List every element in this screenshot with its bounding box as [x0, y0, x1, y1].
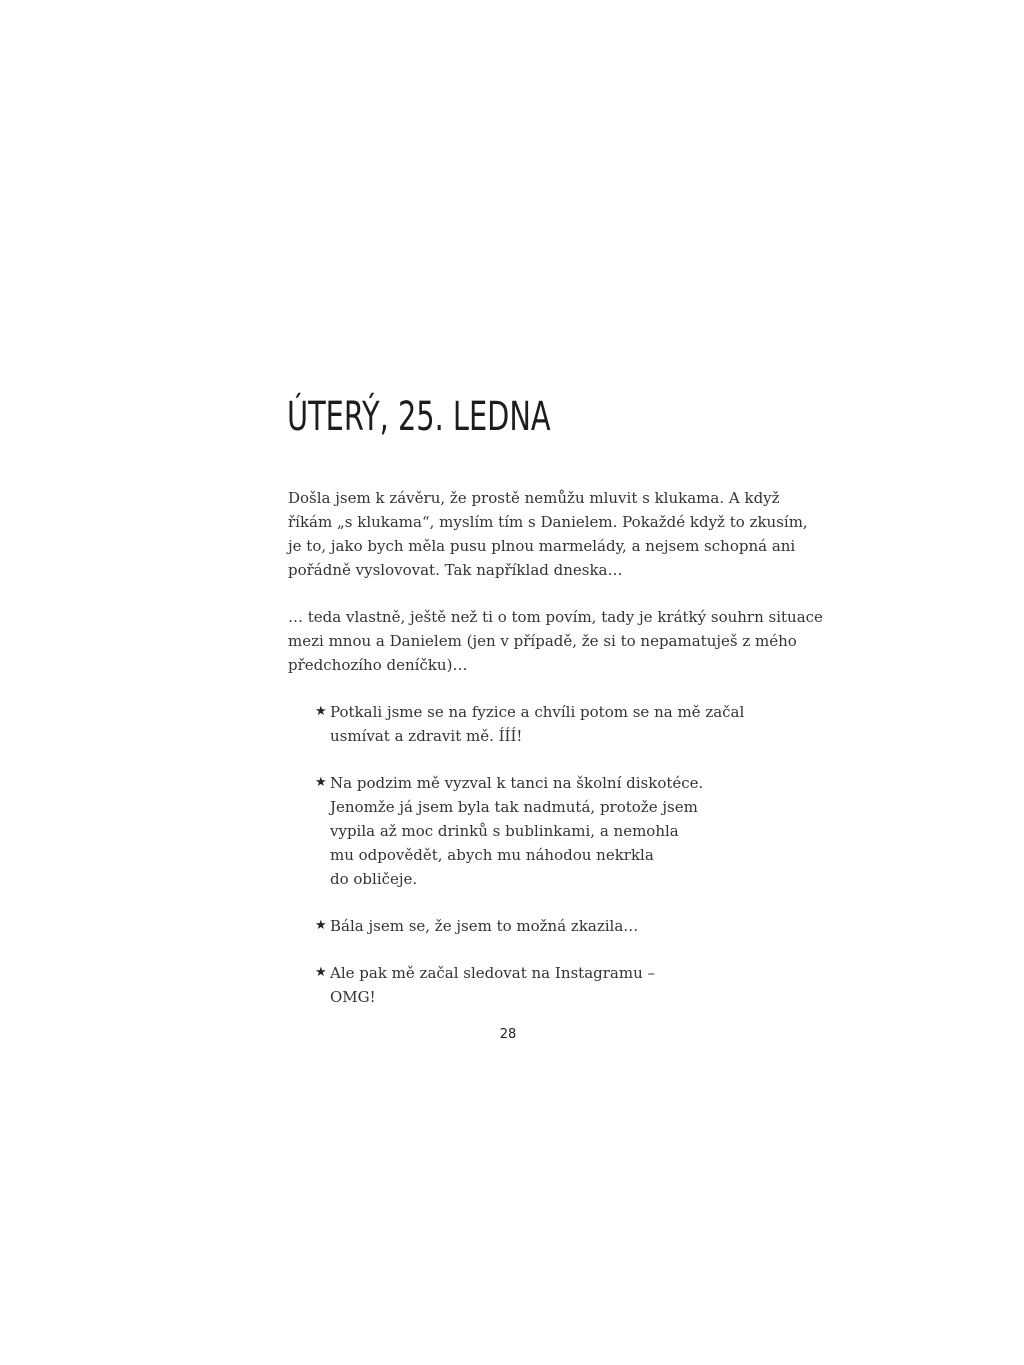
- paragraph-line: … teda vlastně, ještě než ti o tom povím, tady je krátký souhrn situace: [288, 608, 823, 626]
- paragraph-intro: [288, 486, 808, 582]
- list-item-line: Ale pak mě začal sledovat na Instagramu –: [330, 964, 656, 982]
- star-icon: ★: [315, 918, 327, 933]
- paragraph-summary-intro: [288, 605, 823, 677]
- list-item-line: vypila až moc drinků s bublinkami, a nemohla: [330, 822, 679, 840]
- list-item-line: mu odpovědět, abych mu náhodou nekrkla: [330, 846, 654, 864]
- paragraph-line: je to, jako bych měla pusu plnou marmelády, a nejsem schopná ani: [288, 537, 796, 555]
- paragraph-line: říkám „s klukama“, myslím tím s Danielem. Pokaždé když to zkusím,: [288, 513, 808, 531]
- list-item-line: Na podzim mě vyzval k tanci na školní diskotéce.: [330, 774, 704, 792]
- list-item: [315, 771, 704, 891]
- star-icon: ★: [315, 704, 327, 719]
- list-item-line: Potkali jsme se na fyzice a chvíli potom se na mě začal: [330, 703, 745, 721]
- list-item-line: usmívat a zdravit mě. ÍÍÍ!: [330, 727, 523, 745]
- list-item: [316, 914, 676, 938]
- paragraph-line: pořádně vyslovovat. Tak například dneska…: [288, 561, 623, 579]
- chapter-heading: ÚTERÝ, 25. LEDNA: [287, 394, 551, 440]
- paragraph-line: mezi mnou a Danielem (jen v případě, že si to nepamatuješ z mého: [288, 632, 797, 650]
- list-item: [315, 700, 745, 748]
- list-item-line: do obličeje.: [330, 870, 418, 888]
- star-icon: ★: [315, 965, 327, 980]
- list-item: [316, 961, 676, 1009]
- list-item-line: Bála jsem se, že jsem to možná zkazila…: [330, 917, 639, 935]
- list-item-line: OMG!: [330, 988, 376, 1006]
- page-number: 28: [499, 1027, 517, 1042]
- paragraph-line: Došla jsem k závěru, že prostě nemůžu mluvit s klukama. A když: [288, 489, 780, 507]
- list-item-line: Jenomže já jsem byla tak nadmutá, protože jsem: [330, 798, 698, 816]
- summary-bullet-list: [315, 700, 745, 1032]
- star-icon: ★: [315, 775, 327, 790]
- paragraph-line: předchozího deníčku)…: [288, 656, 468, 674]
